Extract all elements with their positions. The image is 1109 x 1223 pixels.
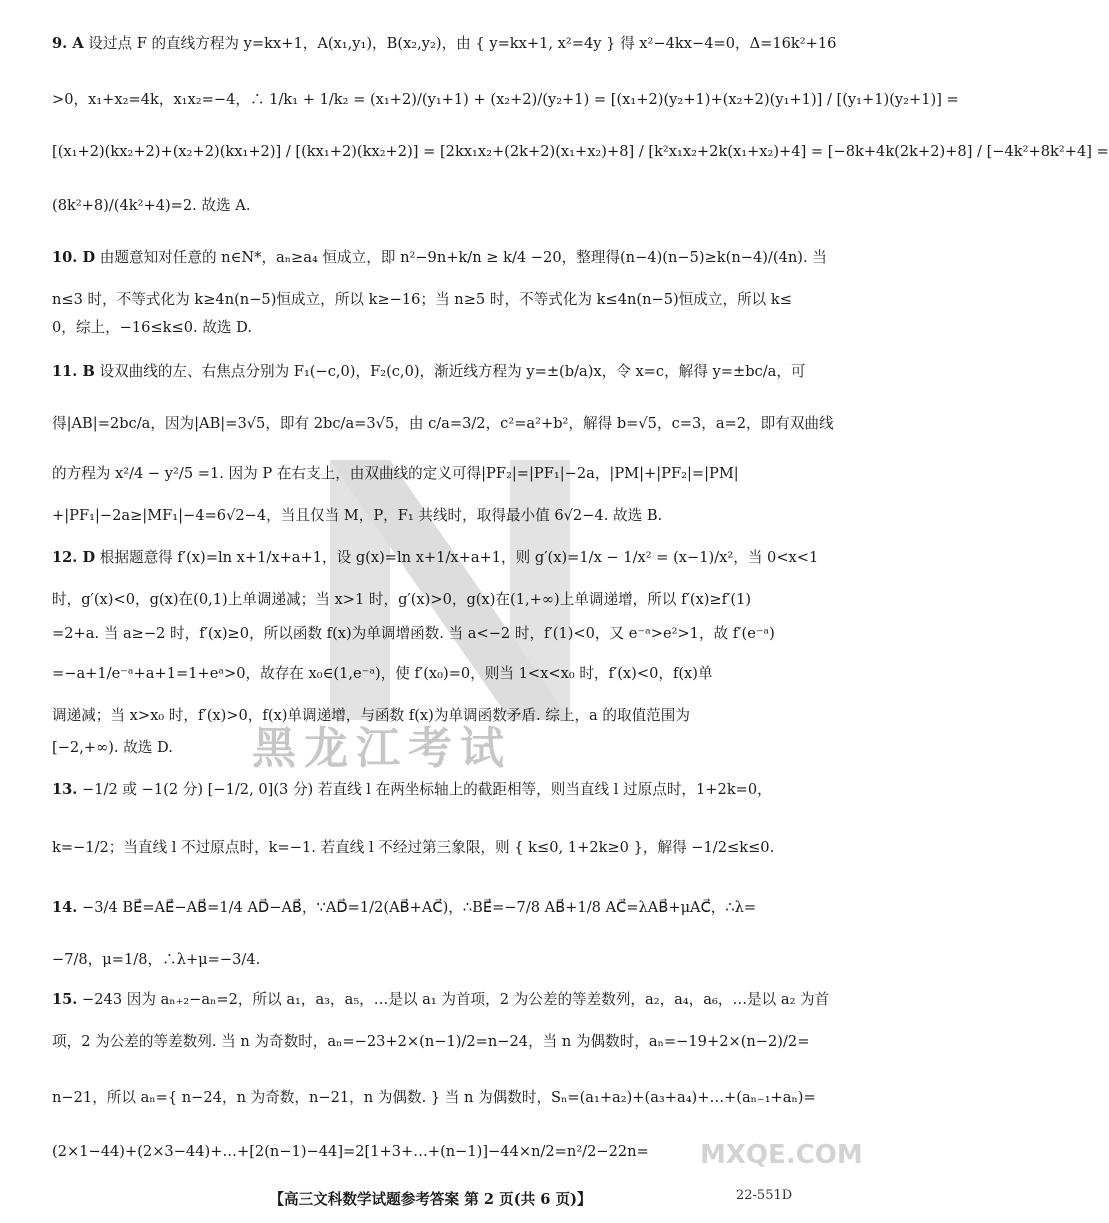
problem-13-line-2: k=−1/2；当直线 l 不过原点时，k=−1. 若直线 l 不经过第三象限，则 { k≤0, 1+2k≥0 }，解得 −1/2≤k≤0. — [52, 839, 775, 856]
problem-12-line-3: =2+a. 当 a≥−2 时，f′(x)≥0，所以函数 f(x)为单调增函数. 当 a<−2 时，f′(1)<0，又 e⁻ᵃ>e²>1，故 f′(e⁻ᵃ) — [52, 625, 775, 642]
problem-11-number: 11. B — [52, 363, 95, 380]
problem-14-number: 14. — [52, 899, 78, 916]
problem-15-number: 15. — [52, 991, 78, 1008]
problem-11-line-2: 得|AB|=2bc/a，因为|AB|=3√5，即有 2bc/a=3√5，由 c/a=3/2，c²=a²+b²，解得 b=√5，c=3，a=2，即有双曲线 — [52, 415, 834, 432]
problem-14-text-1: −3/4 BE⃗=AE⃗−AB⃗=1/4 AD⃗−AB⃗，∵AD⃗=1/2(AB⃗+AC⃗)，∴BE⃗=−7/8 AB⃗+1/8 AC⃗=λAB⃗+μAC⃗，∴λ= — [82, 899, 757, 916]
problem-10-text-1: 由题意知对任意的 n∈N*，aₙ≥a₄ 恒成立，即 n²−9n+k/n ≥ k/4 −20，整理得(n−4)(n−5)≥k(n−4)/(4n). 当 — [99, 249, 827, 266]
watermark-text: 黑龙江考试 — [252, 723, 512, 774]
problem-11-line-3: 的方程为 x²/4 − y²/5 =1. 因为 P 在右支上，由双曲线的定义可得|PF₂|=|PF₁|−2a，|PM|+|PF₂|=|PM| — [52, 465, 739, 482]
problem-15-text-1: −243 因为 aₙ₊₂−aₙ=2，所以 a₁，a₃，a₅，…是以 a₁ 为首项，2 为公差的等差数列，a₂，a₄，a₆，…是以 a₂ 为首 — [82, 991, 830, 1008]
problem-13-number: 13. — [52, 781, 78, 798]
problem-14-line-2: −7/8，μ=1/8，∴λ+μ=−3/4. — [52, 951, 261, 968]
problem-15-line-3: n−21，所以 aₙ={ n−24，n 为奇数，n−21，n 为偶数. } 当 n 为偶数时，Sₙ=(a₁+a₂)+(a₃+a₄)+…+(aₙ₋₁+aₙ)= — [52, 1089, 816, 1106]
problem-10-line-1 — [52, 248, 832, 268]
problem-11-line-4: +|PF₁|−2a≥|MF₁|−4=6√2−4，当且仅当 M，P，F₁ 共线时，取得最小值 6√2−4. 故选 B. — [52, 507, 663, 524]
problem-12-line-5: 调递减；当 x>x₀ 时，f′(x)>0，f(x)单调递增，与函数 f(x)为单调函数矛盾. 综上，a 的取值范围为 — [52, 707, 690, 724]
problem-15-line-4: (2×1−44)+(2×3−44)+…+[2(n−1)−44]=2[1+3+…+(n−1)]−44×n/2=n²/2−22n= — [52, 1143, 649, 1160]
problem-11-text-1: 设双曲线的左、右焦点分别为 F₁(−c,0)，F₂(c,0)，渐近线方程为 y=±(b/a)x，令 x=c，解得 y=±bc/a，可 — [99, 363, 806, 380]
problem-10-line-2: n≤3 时，不等式化为 k≥4n(n−5)恒成立，所以 k≥−16；当 n≥5 时，不等式化为 k≤4n(n−5)恒成立，所以 k≤ — [52, 291, 792, 308]
problem-9-text-1: 设过点 F 的直线方程为 y=kx+1，A(x₁,y₁)，B(x₂,y₂)，由 { y=kx+1, x²=4y } 得 x²−4kx−4=0，Δ=16k²+16 — [88, 35, 837, 52]
corner-watermark: MXQE.COM — [700, 1140, 863, 1170]
problem-9-line-4: (8k²+8)/(4k²+4)=2. 故选 A. — [52, 197, 251, 214]
problem-14-line-1 — [52, 898, 832, 918]
page-footer: 【高三文科数学试题参考答案 第 2 页(共 6 页)】 — [269, 1191, 592, 1208]
problem-12-number: 12. D — [52, 549, 96, 566]
problem-9-line-2: >0，x₁+x₂=4k，x₁x₂=−4，∴ 1/k₁ + 1/k₂ = (x₁+2)/(y₁+1) + (x₂+2)/(y₂+1) = [(x₁+2)(y₂+1)+(x₂+2)(y₁+1)] / [(y₁+1)(y₂+1)] = — [52, 91, 959, 108]
problem-9-line-1 — [52, 34, 837, 54]
problem-15-line-2: 项，2 为公差的等差数列. 当 n 为奇数时，aₙ=−23+2×(n−1)/2=n−24，当 n 为偶数时，aₙ=−19+2×(n−2)/2= — [52, 1033, 810, 1050]
problem-12-line-6: [−2,+∞). 故选 D. — [52, 739, 173, 756]
problem-9-line-3: [(x₁+2)(kx₂+2)+(x₂+2)(kx₁+2)] / [(kx₁+2)(kx₂+2)] = [2kx₁x₂+(2k+2)(x₁+x₂)+8] / [k²x₁x₂+2k(x₁+x₂)+4] = [−8k+4k(2k+2)+8] / [−4k²+8k²+4] = — [52, 143, 1109, 160]
problem-9-number: 9. A — [52, 35, 84, 52]
problem-15-line-1 — [52, 990, 832, 1010]
problem-13-line-1 — [52, 780, 832, 800]
problem-10-line-3: 0，综上，−16≤k≤0. 故选 D. — [52, 319, 252, 336]
problem-12-text-1: 根据题意得 f′(x)=ln x+1/x+a+1，设 g(x)=ln x+1/x+a+1，则 g′(x)=1/x − 1/x² = (x−1)/x²，当 0<x<1 — [99, 549, 819, 566]
footer-code: 22-551D — [736, 1188, 793, 1203]
problem-12-line-4: =−a+1/e⁻ᵃ+a+1=1+eᵃ>0，故存在 x₀∈(1,e⁻ᵃ)，使 f′(x₀)=0，则当 1<x<x₀ 时，f′(x)<0，f(x)单 — [52, 665, 713, 682]
problem-12-line-1 — [52, 548, 832, 568]
problem-11-line-1 — [52, 362, 832, 382]
problem-13-text-1: −1/2 或 −1(2 分) [−1/2, 0](3 分) 若直线 l 在两坐标轴上的截距相等，则当直线 l 过原点时，1+2k=0， — [82, 781, 772, 798]
problem-12-line-2: 时，g′(x)<0，g(x)在(0,1)上单调递减；当 x>1 时，g′(x)>0，g(x)在(1,+∞)上单调递增，所以 f′(x)≥f′(1) — [52, 591, 752, 608]
problem-10-number: 10. D — [52, 249, 96, 266]
